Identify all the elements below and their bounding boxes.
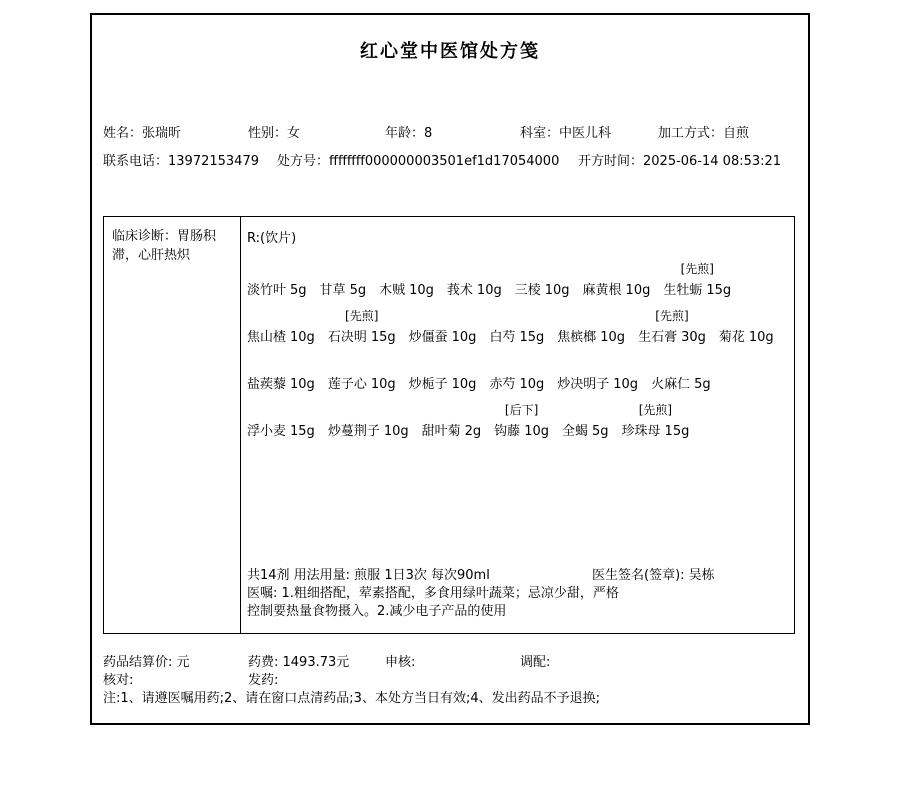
herb-name: 生石膏 [638,330,678,345]
field-fee: 药费: 1493.73元 [248,655,350,670]
field-check: 核对: [103,673,134,688]
herb-qty: 10g [451,377,477,392]
herb-qty: 10g [625,283,651,298]
herb-qty: 10g [748,330,774,345]
herb-qty: 30g [681,330,706,345]
field-department: 科室：中医儿科 [520,126,612,141]
decoction-tag: [先煎] [638,403,673,417]
herb-name: 木贼 [379,283,406,298]
herb-qty: 10g [451,330,477,345]
herb-item [447,279,502,298]
herb-name: 石决明 [327,330,367,345]
herb-row [247,373,788,390]
doctor-signature: 医生签名(签章): 吴栋 [592,568,715,583]
decoction-tag: [后下] [504,403,539,417]
diagnosis-text: 临床诊断：胃肠积滞，心肝热炽 [112,229,217,263]
field-phone: 联系电话：13972153479 [103,154,259,169]
herb-name: 生牡蛎 [663,283,703,298]
herb-rows [247,262,788,439]
herb-item [515,279,570,298]
herb-item [621,403,690,439]
decoction-tag: [先煎] [345,309,379,323]
herb-qty: 10g [290,330,315,345]
herb-item [327,309,396,345]
herb-qty: 10g [409,283,434,298]
rx-footer [247,567,788,621]
field-rx-number: 处方号：ffffffff000000003501ef1d17054000 [277,154,560,169]
herb-name: 炒蔓荆子 [327,424,380,439]
herb-item [320,279,367,298]
herb-qty: 10g [370,377,396,392]
herb-name: 盐蒺藜 [247,377,287,392]
field-age: 年龄：8 [385,126,433,141]
herb-qty: 5g [349,283,367,298]
herb-item [328,373,396,392]
field-issue-time: 开方时间：2025-06-14 08:53:21 [578,154,782,169]
herb-name: 赤芍 [489,377,516,392]
herb-name: 淡竹叶 [247,283,287,298]
herb-item [247,326,315,345]
herb-qty: 10g [600,330,626,345]
herb-item [247,373,315,392]
herb-item [719,326,774,345]
herb-item [583,279,651,298]
herb-name: 钩藤 [494,424,521,439]
herb-row [247,262,788,298]
decoction-tag: [先煎] [655,309,689,323]
herb-qty: 15g [519,330,545,345]
footer-note: 注:1、请遵医嘱用药;2、请在窗口点清药品;3、本处方当日有效;4、发出药品不予退换; [103,691,600,706]
herb-qty: 15g [290,424,315,439]
herb-item [557,373,638,392]
herb-qty: 10g [476,283,502,298]
herb-item [651,373,711,392]
herb-item [247,279,307,298]
herb-name: 全蝎 [561,424,588,439]
herb-qty: 15g [706,283,732,298]
herb-qty: 2g [464,424,482,439]
field-patient-name: 姓名：张瑞昕 [103,126,182,141]
herb-name: 火麻仁 [651,377,691,392]
herb-qty: 10g [519,377,545,392]
herb-name: 三棱 [514,283,541,298]
field-review: 申核: [385,655,416,670]
herb-name: 焦山楂 [247,330,287,345]
rx-header: R:(饮片) [247,231,297,246]
herb-name: 甜叶菊 [421,424,461,439]
field-processing: 加工方式：自煎 [658,126,750,141]
decoction-tag: [先煎] [680,262,714,276]
diagnosis-cell [104,217,241,633]
herb-name: 莲子心 [327,377,367,392]
herb-name: 白芍 [489,330,516,345]
herb-item [489,373,544,392]
herb-item [494,403,549,439]
herb-item [638,309,706,345]
field-gender: 性别：女 [248,126,301,141]
field-settle-price: 药品结算价: 元 [103,655,190,670]
herb-name: 麻黄根 [582,283,622,298]
herb-item [409,326,477,345]
herb-qty: 10g [290,377,315,392]
herb-qty: 15g [370,330,396,345]
page-title: 红心堂中医馆处方笺 [360,41,540,62]
field-dispense: 发药: [248,673,279,688]
herb-qty: 5g [592,424,609,439]
herb-item [409,373,477,392]
herb-name: 焦槟榔 [557,330,597,345]
herb-row [247,309,788,345]
herb-name: 菊花 [718,330,745,345]
herb-name: 珍珠母 [621,424,661,439]
herb-item [663,262,732,298]
herb-row [247,403,788,439]
herb-item [247,420,315,439]
herb-item [557,326,625,345]
herb-name: 炒决明子 [557,377,610,392]
usage-text: 共14剂 用法用量: 煎服 1日3次 每次90ml [247,568,490,583]
herb-qty: 5g [290,283,307,298]
herb-item [562,420,609,439]
herb-item [379,279,434,298]
advice-line-1: 医嘱: 1.粗细搭配，荤素搭配，多食用绿叶蔬菜；忌凉少甜，严格 [247,586,619,601]
herb-qty: 10g [544,283,570,298]
herb-name: 炒栀子 [408,377,448,392]
usage-line [247,567,788,585]
prescription-sheet [90,13,810,725]
herb-name: 炒僵蚕 [408,330,448,345]
herb-item [328,420,409,439]
herb-qty: 10g [383,424,409,439]
herb-qty: 15g [664,424,690,439]
rx-cell [241,217,794,633]
advice-line-2: 控制要热量食物摄入。2.减少电子产品的使用 [247,604,507,619]
field-prepare: 调配: [520,655,551,670]
herb-name: 甘草 [319,283,346,298]
prescription-box [103,216,795,634]
herb-name: 莪术 [446,283,473,298]
herb-item [422,420,482,439]
herb-item [489,326,544,345]
herb-qty: 10g [524,424,549,439]
herb-name: 浮小麦 [247,424,287,439]
herb-qty: 5g [694,377,711,392]
herb-qty: 10g [613,377,639,392]
